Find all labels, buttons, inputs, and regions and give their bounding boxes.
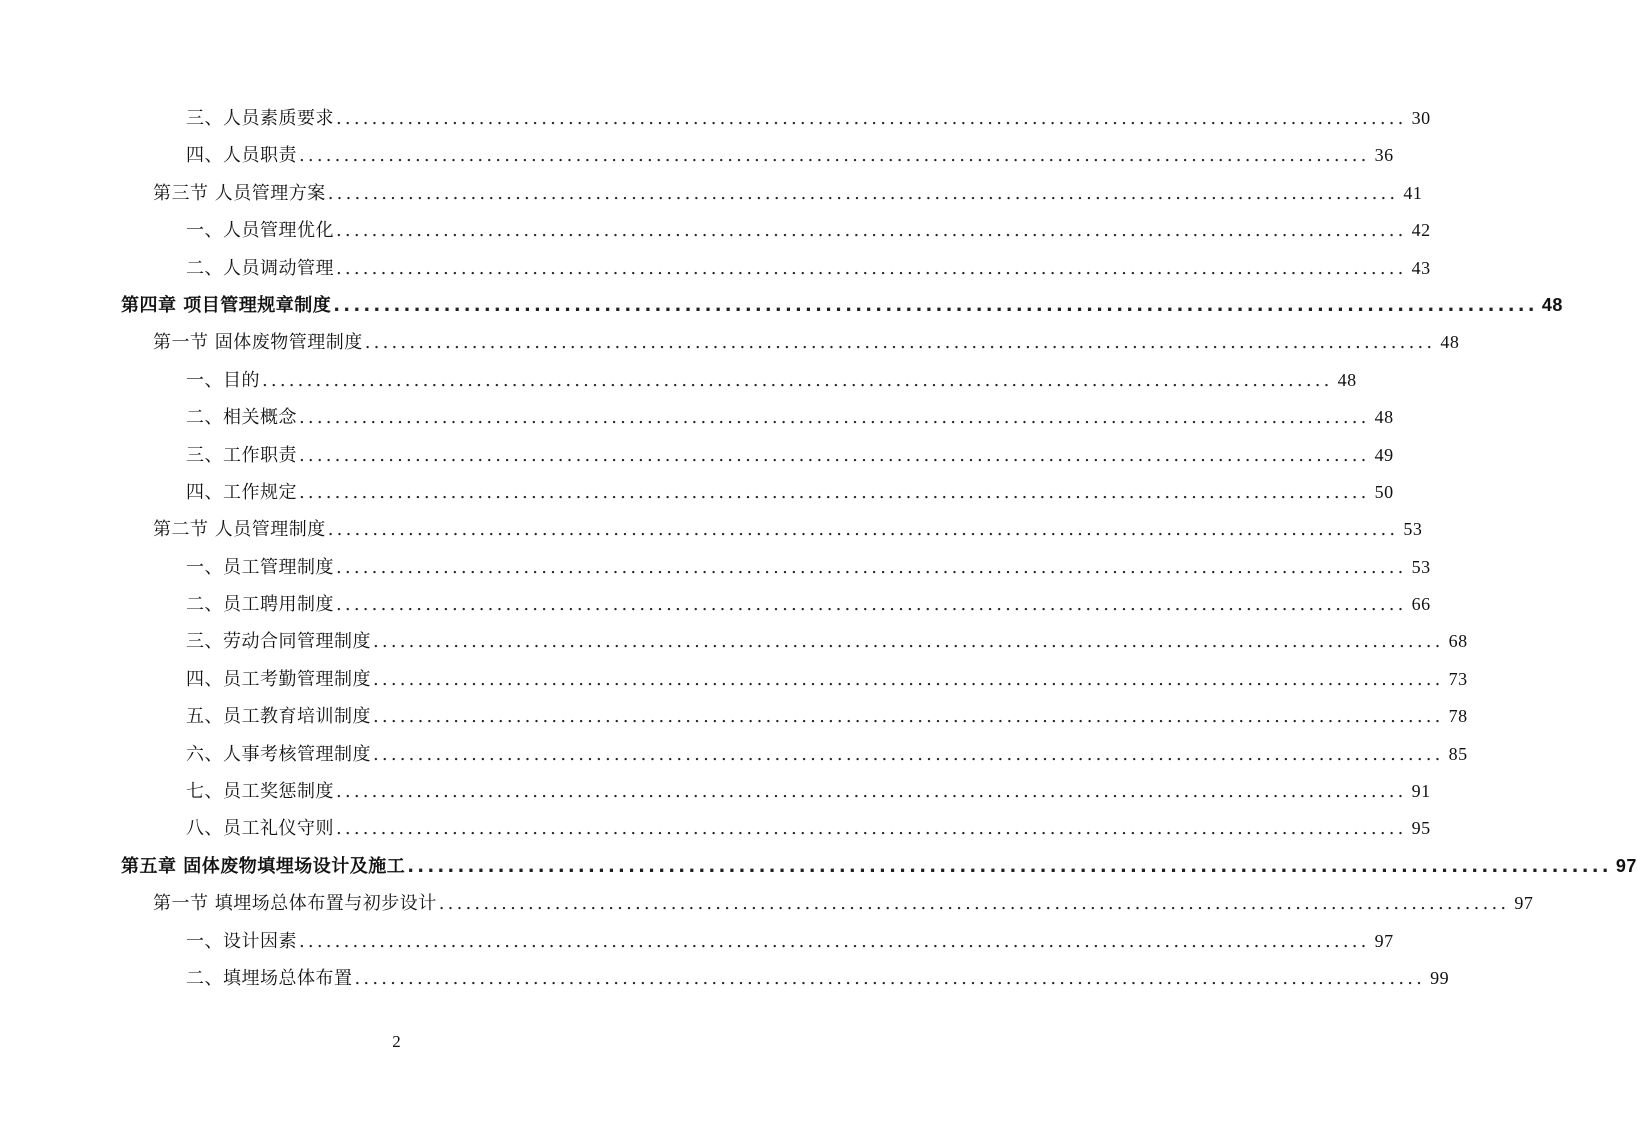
toc-entry-page: 49 [1374,444,1394,465]
toc-entry[interactable] [0,437,1394,474]
toc-entry-page: 95 [1411,818,1431,839]
toc-entry[interactable] [0,736,1468,773]
dot-leader: ........................................................................................................................ [262,369,1333,391]
toc-entry-label: 四、工作规定 [186,481,297,503]
toc-entry-page: 68 [1448,631,1468,652]
toc-entry-label: 八、员工礼仪守则 [186,818,334,840]
toc-entry[interactable] [0,549,1431,586]
dot-leader: ........................................................................................................................ [299,145,1370,167]
dot-leader: ........................................................................................................................ [336,108,1407,129]
page-number: 2 [392,1032,401,1051]
dot-leader: ........................................................................................................................ [336,818,1407,840]
toc-entry[interactable] [0,362,1357,399]
toc-entry[interactable] [0,661,1468,698]
toc-entry-page: 91 [1411,781,1431,802]
toc-entry-label: 第三节 人员管理方案 [153,182,326,204]
toc-entry-label: 六、人事考核管理制度 [186,743,371,765]
toc-entry[interactable] [0,885,1534,922]
toc-entry[interactable] [0,773,1431,810]
toc-entry[interactable] [0,250,1431,287]
dot-leader: ........................................................................................................................ [407,855,1612,877]
toc-entry-label: 七、员工奖惩制度 [186,781,334,803]
dot-leader: ........................................................................................................................ [299,481,1370,503]
table-of-contents [0,100,1637,997]
toc-entry-label: 二、填埋场总体布置 [186,967,353,989]
toc-entry[interactable] [0,586,1431,623]
toc-entry[interactable] [0,511,1423,548]
toc-entry-label: 四、人员职责 [186,145,297,167]
toc-entry-label: 第二节 人员管理制度 [153,519,326,541]
dot-leader: ........................................................................................................................ [336,781,1407,803]
dot-leader: ........................................................................................................................ [354,967,1426,989]
toc-entry-page: 66 [1411,594,1431,615]
toc-entry[interactable] [0,175,1423,212]
toc-entry[interactable] [0,960,1450,997]
dot-leader: ........................................................................................................................ [438,893,1510,915]
toc-entry-label: 三、人员素质要求 [186,108,334,129]
dot-leader: ........................................................................................................................ [327,182,1399,204]
toc-entry-page: 97 [1615,855,1637,876]
toc-entry-page: 53 [1411,556,1431,577]
toc-entry-label: 第五章 固体废物填埋场设计及施工 [121,855,406,877]
dot-leader: ........................................................................................................................ [299,930,1370,952]
toc-entry-page: 48 [1374,407,1394,428]
toc-entry-page: 97 [1374,930,1394,951]
toc-entry[interactable] [0,287,1563,324]
dot-leader: ........................................................................................................................ [327,519,1399,541]
dot-leader: ........................................................................................................................ [336,594,1407,616]
toc-entry-page: 85 [1448,743,1468,764]
toc-entry-label: 三、工作职责 [186,444,297,466]
toc-entry[interactable] [0,212,1431,249]
toc-entry[interactable] [0,923,1394,960]
toc-entry-label: 一、员工管理制度 [186,556,334,578]
toc-entry-page: 48 [1440,332,1460,353]
toc-entry-label: 第一节 固体废物管理制度 [153,332,363,354]
toc-entry-page: 78 [1448,706,1468,727]
toc-entry-label: 三、劳动合同管理制度 [186,631,371,653]
toc-entry-page: 41 [1403,182,1423,203]
dot-leader: ........................................................................................................................ [364,332,1436,354]
toc-entry-page: 50 [1374,481,1394,502]
toc-entry-label: 一、设计因素 [186,930,297,952]
toc-entry-page: 73 [1448,668,1468,689]
dot-leader: ........................................................................................................................ [299,407,1370,429]
toc-entry-label: 一、人员管理优化 [186,220,334,242]
dot-leader: ........................................................................................................................ [336,556,1407,578]
toc-entry-page: 53 [1403,519,1423,540]
toc-entry[interactable] [0,324,1460,361]
toc-entry-label: 第四章 项目管理规章制度 [121,294,332,316]
dot-leader: ........................................................................................................................ [373,743,1444,765]
toc-entry-label: 一、目的 [186,369,260,391]
dot-leader: ........................................................................................................................ [373,706,1444,728]
toc-entry[interactable] [0,100,1431,137]
toc-entry-label: 第一节 填埋场总体布置与初步设计 [153,893,437,915]
toc-entry-label: 二、员工聘用制度 [186,594,334,616]
toc-entry-page: 48 [1337,369,1357,390]
toc-entry-page: 99 [1430,967,1450,988]
toc-entry-page: 97 [1514,893,1534,914]
dot-leader: ........................................................................................................................ [333,294,1538,316]
toc-entry-label: 五、员工教育培训制度 [186,706,371,728]
dot-leader: ........................................................................................................................ [373,668,1444,690]
toc-entry-page: 43 [1411,257,1431,278]
toc-entry-label: 二、相关概念 [186,407,297,429]
toc-entry-page: 36 [1374,145,1394,166]
toc-entry[interactable] [0,137,1394,174]
toc-entry[interactable] [0,698,1468,735]
toc-entry-page: 30 [1411,108,1431,128]
dot-leader: ........................................................................................................................ [336,220,1407,242]
dot-leader: ........................................................................................................................ [299,444,1370,466]
dot-leader: ........................................................................................................................ [336,257,1407,279]
dot-leader: ........................................................................................................................ [373,631,1444,653]
toc-entry-label: 二、人员调动管理 [186,257,334,279]
toc-entry[interactable] [0,810,1431,847]
toc-entry-page: 42 [1411,220,1431,241]
toc-entry[interactable] [0,848,1637,885]
toc-entry[interactable] [0,399,1394,436]
toc-entry-label: 四、员工考勤管理制度 [186,668,371,690]
toc-entry[interactable] [0,623,1468,660]
toc-entry[interactable] [0,474,1394,511]
toc-entry-page: 48 [1541,294,1563,315]
